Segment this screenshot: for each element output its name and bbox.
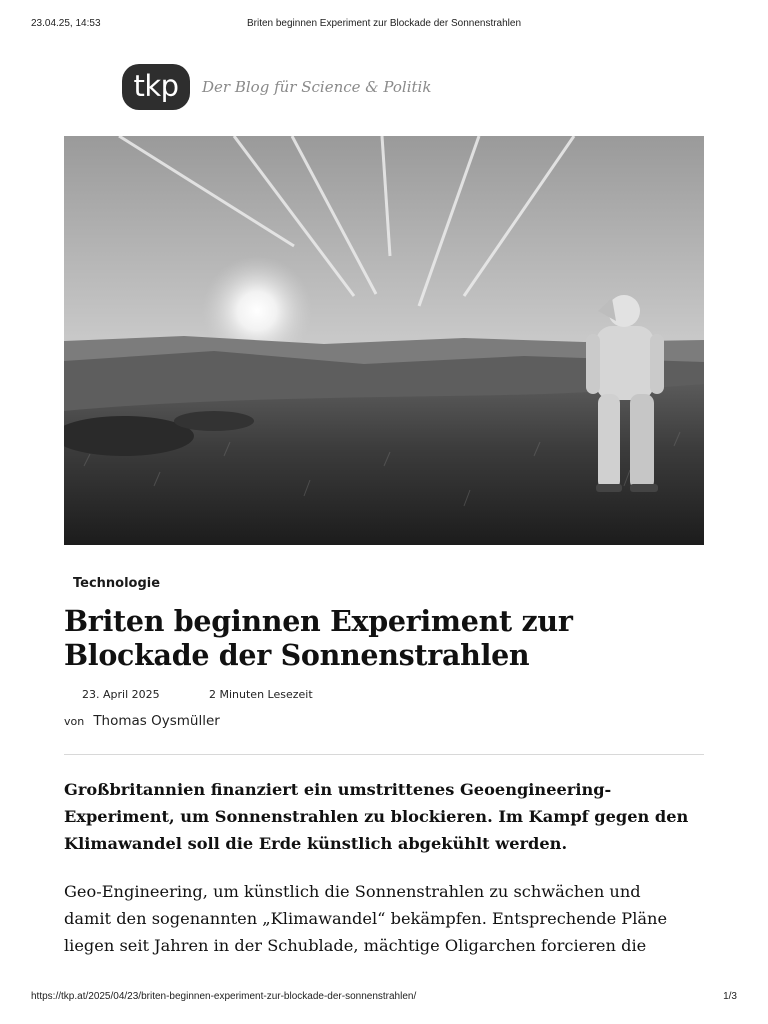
print-footer: [31, 991, 737, 1005]
body-line-3: liegen seit Jahren in der Schublade, mächtige Oligarchen forcieren die: [64, 936, 647, 955]
divider: [64, 754, 704, 755]
print-page-number: 1/3: [723, 991, 737, 1002]
lead-line-3: Klimawandel soll die Erde künstlich abgekühlt werden.: [64, 834, 568, 853]
print-date: 23.04.25, 14:53: [31, 18, 101, 29]
author-name[interactable]: Thomas Oysmüller: [93, 713, 220, 729]
article-lead: [64, 776, 714, 857]
headline-line-2: Blockade der Sonnenstrahlen: [64, 638, 530, 672]
body-line-2: damit den sogenannten „Klimawandel“ bekämpfen. Entsprechende Pläne: [64, 909, 668, 928]
article-meta: [82, 688, 313, 701]
author-prefix: von: [64, 715, 85, 728]
article-category[interactable]: Technologie: [73, 576, 161, 591]
article-body: [64, 878, 714, 959]
body-line-1: Geo-Engineering, um künstlich die Sonnenstrahlen zu schwächen und: [64, 882, 641, 901]
reading-time: 2 Minuten Lesezeit: [209, 688, 313, 701]
article-headline: [64, 604, 664, 672]
print-url: https://tkp.at/2025/04/23/briten-beginnen-experiment-zur-blockade-der-sonnenstrahlen/: [31, 991, 417, 1002]
site-header: [122, 64, 431, 110]
lead-line-1: Großbritannien finanziert ein umstrittenes Geoengineering-: [64, 780, 612, 799]
article-byline: [64, 710, 220, 729]
site-tagline: Der Blog für Science & Politik: [202, 78, 432, 96]
site-logo[interactable]: tkp: [122, 64, 190, 110]
lead-line-2: Experiment, um Sonnenstrahlen zu blockieren. Im Kampf gegen den: [64, 807, 689, 826]
headline-line-1: Briten beginnen Experiment zur: [64, 604, 573, 638]
print-title: Briten beginnen Experiment zur Blockade der Sonnenstrahlen: [246, 18, 522, 29]
print-header: [31, 18, 737, 32]
article-date: 23. April 2025: [82, 688, 160, 701]
hero-image: [64, 136, 704, 545]
